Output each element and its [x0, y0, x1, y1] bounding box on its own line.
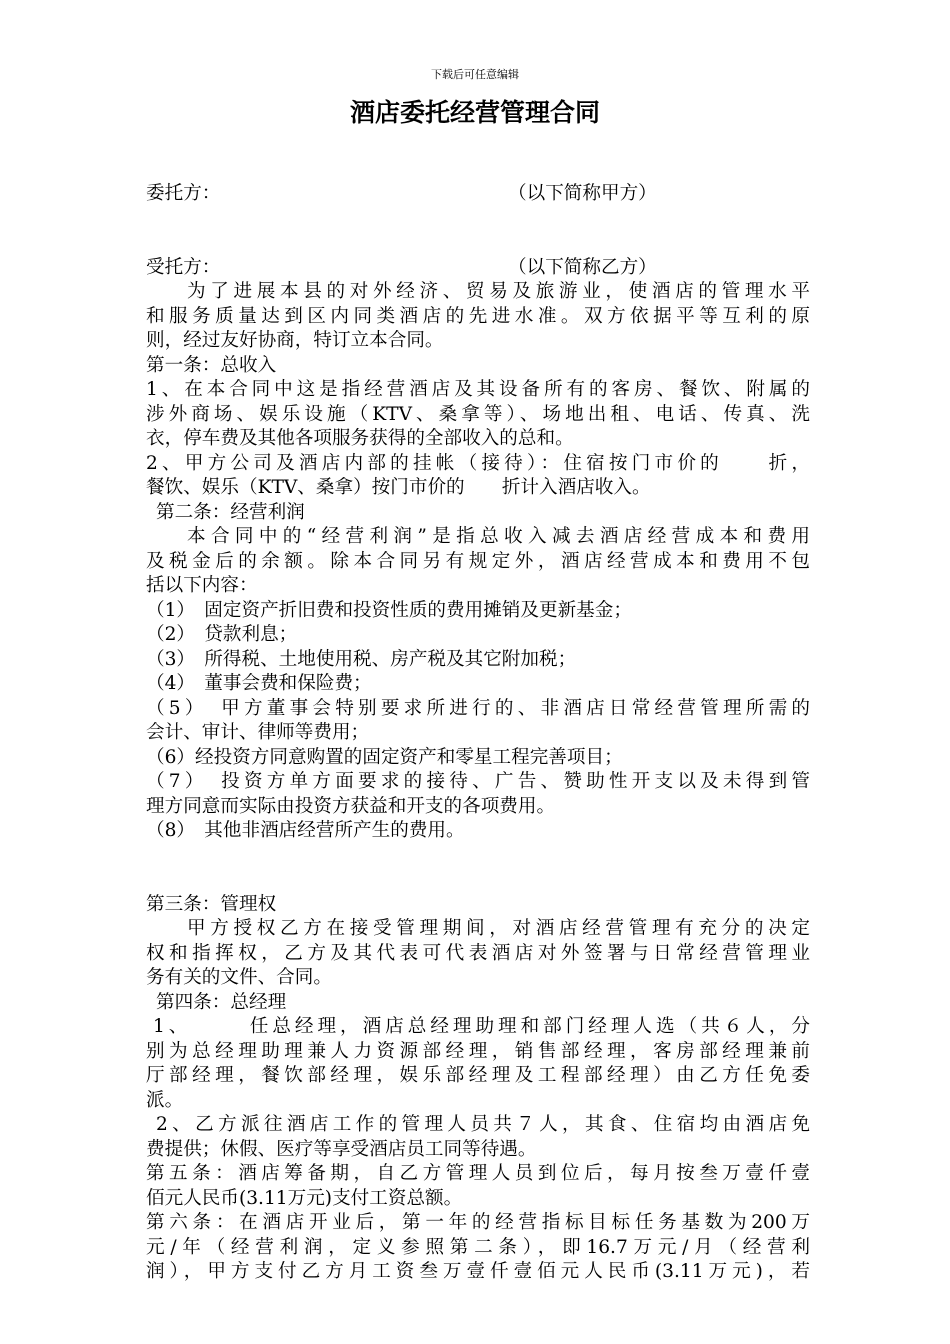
- header-note: 下载后可任意编辑: [431, 68, 519, 81]
- article-4-heading: 第四条：总经理: [156, 991, 287, 1013]
- party-b-line: [146, 256, 810, 281]
- article-4-item-2-line: 费提供；休假、医疗等享受酒店员工同等待遇。: [146, 1138, 537, 1160]
- article-5-line: 第五条：酒店筹备期，自乙方管理人员到位后，每月按叁万壹仟壹: [146, 1163, 810, 1184]
- article-1-line: 衣，停车费及其他各项服务获得的全部收入的总和。: [146, 428, 574, 449]
- intro-line: 和服务质量达到区内同类酒店的先进水准。双方依据平等互利的原: [146, 305, 810, 327]
- article-2-heading: 第二条：经营利润: [156, 501, 305, 523]
- article-2-item: （1） 固定资产折旧费和投资性质的费用摊销及更新基金；: [146, 599, 632, 621]
- document-title: 酒店委托经营管理合同: [349, 98, 600, 127]
- article-2-item: 会计、审计、律师等费用；: [146, 722, 370, 743]
- article-3-line: 甲方授权乙方在接受管理期间，对酒店经营管理有充分的决定: [187, 918, 810, 939]
- article-3-line: 务有关的文件、合同。: [146, 967, 332, 988]
- spacer: [146, 207, 810, 256]
- article-2-intro-line: 及税金后的余额。除本合同另有规定外，酒店经营成本和费用不包: [146, 550, 810, 572]
- party-b-label: 受托方：: [146, 256, 221, 278]
- article-3-line: 权和指挥权，乙方及其代表可代表酒店对外签署与日常经营管理业: [146, 942, 810, 964]
- article-1-line: 1、在本合同中这是指经营酒店及其设备所有的客房、餐饮、附属的: [146, 379, 810, 400]
- article-4-item-2-line: 2、乙方派往酒店工作的管理人员共７人，其食、住宿均由酒店免: [156, 1114, 810, 1135]
- intro-line: 则，经过友好协商，特订立本合同。: [146, 330, 444, 351]
- article-2-item: 理方同意而实际由投资方获益和开支的各项费用。: [146, 795, 556, 817]
- party-a-label: 委托方：: [146, 183, 221, 204]
- article-1-heading: 第一条：总收入: [146, 354, 277, 376]
- article-1-line: 2、甲方公司及酒店内部的挂帐（接待）：住宿按门市价的 折，: [146, 452, 810, 474]
- article-4-line: 派。: [146, 1089, 184, 1111]
- spacer: [146, 844, 810, 893]
- article-6-line: 润），甲方支付乙方月工资叁万壹仟壹佰元人民币(3.11万元)，若: [146, 1261, 810, 1282]
- article-6-line: 第六条：在酒店开业后，第一年的经营指标目标任务基数为200万: [146, 1212, 810, 1233]
- article-2-item: （7） 投资方单方面要求的接待、广告、赞助性开支以及未得到管: [146, 771, 810, 792]
- article-5-line: 佰元人民币(3.11万元)支付工资总额。: [146, 1187, 463, 1209]
- article-4-line: 1、 任总经理，酒店总经理助理和部门经理人选（共６人，分: [153, 1016, 810, 1037]
- party-a-line: [146, 182, 810, 207]
- article-2-item: （5） 甲方董事会特别要求所进行的、非酒店日常经营管理所需的: [146, 697, 810, 719]
- party-b-note: （以下简称乙方）: [508, 256, 657, 278]
- article-2-intro-line: 括以下内容：: [146, 575, 258, 596]
- article-2-item: （2） 贷款利息；: [146, 624, 298, 645]
- article-4-line: 别为总经理助理兼人力资源部经理，销售部经理，客房部经理兼前: [146, 1040, 810, 1062]
- article-4-line: 厅部经理，餐饮部经理，娱乐部经理及工程部经理）由乙方任免委: [146, 1065, 810, 1086]
- article-6-line: 元/年（经营利润，定义参照第二条），即16.7万元/月（经营利: [146, 1236, 810, 1258]
- article-2-item: （6）经投资方同意购置的固定资产和零星工程完善项目；: [146, 746, 623, 768]
- article-3-heading: 第三条：管理权: [146, 893, 277, 915]
- article-2-intro-line: 本合同中的“经营利润”是指总收入减去酒店经营成本和费用: [187, 526, 810, 547]
- article-2-item: （4） 董事会费和保险费；: [146, 673, 372, 694]
- party-a-note: （以下简称甲方）: [508, 183, 657, 204]
- article-2-item: （8） 其他非酒店经营所产生的费用。: [146, 820, 465, 841]
- contract-body: [146, 182, 810, 1285]
- article-1-line: 餐饮、娱乐（KTV、桑拿）按门市价的 折计入酒店收入。: [146, 477, 651, 498]
- article-1-line: 涉外商场、娱乐设施（KTV、桑拿等）、场地出租、电话、传真、洗: [146, 403, 810, 425]
- intro-line: 为了进展本县的对外经济、贸易及旅游业，使酒店的管理水平: [187, 281, 810, 302]
- article-2-item: （3） 所得税、土地使用税、房产税及其它附加税；: [146, 648, 577, 670]
